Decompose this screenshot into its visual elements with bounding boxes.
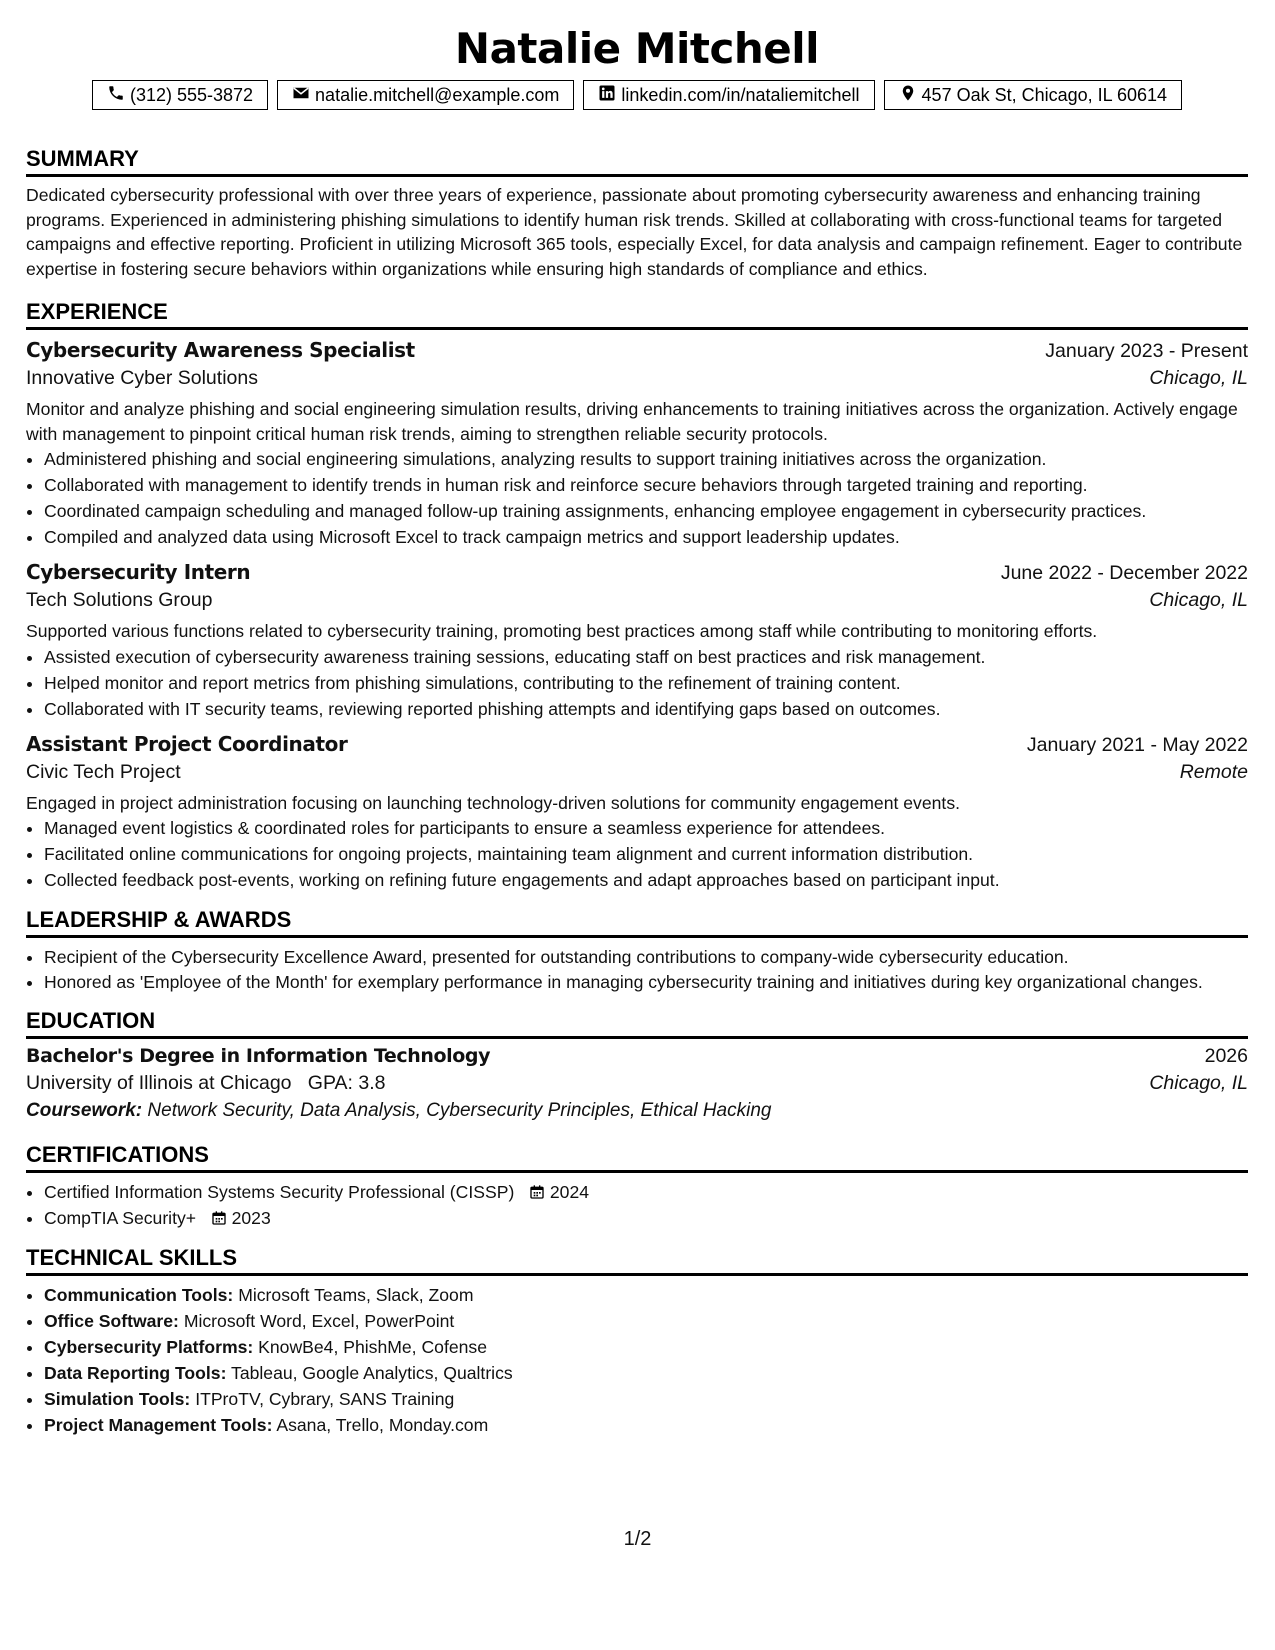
job-title: Cybersecurity Intern	[26, 560, 251, 584]
job-entry	[26, 338, 1248, 550]
list-item	[44, 1282, 1248, 1308]
skills-list	[26, 1282, 1248, 1438]
map-pin-icon	[899, 84, 917, 107]
job-header	[26, 338, 1248, 363]
job-entry	[26, 732, 1248, 894]
contact-address[interactable]	[884, 80, 1183, 110]
list-item: • Facilitated online communications for ongoing projects, maintaining team alignment and current information distribution.	[44, 841, 1248, 867]
section-title: SUMMARY	[26, 144, 1248, 177]
list-item: • Honored as 'Employee of the Month' for exemplary performance in managing cybersecurity training and initiatives during key organizational changes.	[44, 970, 1248, 994]
calendar-icon	[201, 1208, 227, 1228]
contact-linkedin-text: linkedin.com/in/nataliemitchell	[621, 84, 860, 105]
education-section	[26, 1006, 1248, 1122]
contact-linkedin[interactable]	[583, 80, 874, 110]
job-location: Remote	[1179, 760, 1248, 783]
list-item	[44, 1360, 1248, 1386]
certification-name: Certified Information Systems Security Professional (CISSP)	[44, 1182, 515, 1202]
skill-label: Simulation Tools:	[44, 1389, 191, 1409]
job-date: January 2023 - Present	[1045, 340, 1248, 362]
certifications-section	[26, 1140, 1248, 1231]
job-location: Chicago, IL	[1149, 367, 1248, 389]
school-line	[26, 1072, 385, 1095]
education-header	[26, 1045, 1248, 1068]
contact-email[interactable]	[277, 80, 574, 110]
job-company: Innovative Cyber Solutions	[26, 367, 258, 389]
section-title: CERTIFICATIONS	[26, 1140, 1248, 1173]
job-bullets	[26, 815, 1248, 893]
list-item: • Compiled and analyzed data using Microsoft Excel to track campaign metrics and support leadership updates.	[44, 524, 1248, 550]
section-title: TECHNICAL SKILLS	[26, 1243, 1248, 1276]
section-title: EDUCATION	[26, 1006, 1248, 1039]
school-location: Chicago, IL	[1149, 1072, 1248, 1094]
job-title: Cybersecurity Awareness Specialist	[26, 338, 415, 362]
contact-phone[interactable]	[92, 80, 268, 110]
certification-year: 2023	[231, 1208, 271, 1228]
job-header	[26, 560, 1248, 585]
list-item	[44, 1334, 1248, 1360]
leadership-bullets	[26, 944, 1248, 994]
resume-page	[26, 0, 1248, 1438]
list-item	[44, 1386, 1248, 1412]
coursework-line	[26, 1100, 1248, 1122]
job-description: Engaged in project administration focusing on launching technology-driven solutions for community engagement events.	[26, 792, 960, 813]
job-subheader	[26, 761, 1248, 784]
skill-label: Communication Tools:	[44, 1285, 234, 1305]
list-item	[44, 1412, 1248, 1438]
contact-email-text: natalie.mitchell@example.com	[315, 84, 560, 105]
skill-value: Microsoft Word, Excel, PowerPoint	[183, 1311, 455, 1331]
envelope-icon	[292, 84, 310, 107]
gpa: GPA: 3.8	[307, 1072, 386, 1094]
job-company: Tech Solutions Group	[26, 589, 213, 611]
job-description: Monitor and analyze phishing and social engineering simulation results, driving enhancements to training initiatives across the organization. Actively engage with management to pinpoint critical human risk trends, aiming to strengthen reliable security protocols.	[26, 399, 1238, 444]
job-bullets	[26, 446, 1248, 550]
skill-label: Data Reporting Tools:	[44, 1363, 227, 1383]
contact-phone-text: (312) 555-3872	[129, 84, 254, 105]
calendar-icon	[519, 1182, 545, 1202]
list-item: • Recipient of the Cybersecurity Excellence Award, presented for outstanding contributions to company-wide cybersecurity education.	[44, 944, 1248, 970]
linkedin-icon	[598, 84, 616, 107]
job-header	[26, 732, 1248, 757]
phone-icon	[107, 84, 125, 107]
certification-list	[26, 1179, 1248, 1231]
job-subheader	[26, 367, 1248, 390]
job-location: Chicago, IL	[1149, 589, 1248, 611]
coursework-list: Network Security, Data Analysis, Cybersecurity Principles, Ethical Hacking	[147, 1100, 772, 1121]
summary-section	[26, 144, 1248, 281]
summary-text: Dedicated cybersecurity professional with over three years of experience, passionate about promoting cybersecurity awareness and enhancing training programs. Experienced in administering phishing simulations to identify human risk trends. Skilled at collaborating with cross-functional teams for targeted campaigns and effective reporting. Proficient in utilizing Microsoft 365 tools, especially Excel, for data analysis and campaign refinement. Eager to contribute expertise in fostering secure behaviors within organizations while ensuring high standards of compliance and ethics.	[26, 185, 1243, 279]
skill-label: Cybersecurity Platforms:	[44, 1337, 254, 1357]
skill-value: KnowBe4, PhishMe, Cofense	[258, 1337, 487, 1357]
experience-section	[26, 297, 1248, 893]
skill-value: Tableau, Google Analytics, Qualtrics	[231, 1363, 513, 1383]
job-description: Supported various functions related to cybersecurity training, promoting best practices among staff while contributing to monitoring efforts.	[26, 621, 1098, 641]
job-date: January 2021 - May 2022	[1026, 733, 1248, 756]
coursework-label: Coursework:	[26, 1100, 143, 1121]
section-title: LEADERSHIP & AWARDS	[26, 905, 1248, 938]
list-item: • Collaborated with IT security teams, reviewing reported phishing attempts and identifying gaps based on outcomes.	[44, 696, 1248, 722]
list-item: • Helped monitor and report metrics from phishing simulations, contributing to the refinement of training content.	[44, 670, 1248, 696]
job-bullets	[26, 644, 1248, 722]
page-number: 1/2	[623, 1528, 652, 1550]
skill-label: Office Software:	[44, 1311, 179, 1331]
list-item	[44, 1179, 1248, 1205]
list-item: • Assisted execution of cybersecurity awareness training sessions, educating staff on best practices and risk management.	[44, 644, 1248, 670]
list-item: • Coordinated campaign scheduling and managed follow-up training assignments, enhancing employee engagement in cybersecurity practices.	[44, 498, 1248, 524]
job-entry	[26, 560, 1248, 722]
degree-title: Bachelor's Degree in Information Technology	[26, 1045, 491, 1067]
certification-year: 2024	[549, 1182, 590, 1202]
job-date: June 2022 - December 2022	[1000, 562, 1248, 584]
skill-value: Microsoft Teams, Slack, Zoom	[238, 1285, 474, 1305]
skills-section	[26, 1243, 1248, 1438]
list-item: • Managed event logistics & coordinated roles for participants to ensure a seamless experience for attendees.	[44, 815, 1248, 841]
candidate-name: Natalie Mitchell	[454, 24, 820, 73]
skill-value: ITProTV, Cybrary, SANS Training	[195, 1389, 455, 1409]
list-item	[44, 1205, 1248, 1231]
job-title: Assistant Project Coordinator	[26, 731, 348, 756]
section-title: EXPERIENCE	[26, 297, 1248, 330]
list-item: • Administered phishing and social engineering simulations, analyzing results to support training initiatives across the organization.	[44, 446, 1248, 472]
list-item: • Collected feedback post-events, working on refining future engagements and adapt approaches based on participant input.	[44, 867, 1248, 893]
skill-label: Project Management Tools:	[44, 1415, 273, 1435]
graduation-year: 2026	[1204, 1045, 1248, 1067]
job-subheader	[26, 589, 1248, 612]
list-item	[44, 1308, 1248, 1334]
certification-name: CompTIA Security+	[44, 1208, 197, 1228]
contact-address-text: 457 Oak St, Chicago, IL 60614	[921, 84, 1168, 105]
education-subheader	[26, 1072, 1248, 1095]
school-name: University of Illinois at Chicago	[26, 1072, 292, 1094]
contact-bar	[26, 80, 1248, 110]
list-item: • Collaborated with management to identify trends in human risk and reinforce secure behaviors through targeted training and reporting.	[44, 472, 1248, 498]
skill-value: Asana, Trello, Monday.com	[276, 1415, 489, 1435]
job-company: Civic Tech Project	[26, 760, 181, 783]
leadership-section	[26, 905, 1248, 994]
